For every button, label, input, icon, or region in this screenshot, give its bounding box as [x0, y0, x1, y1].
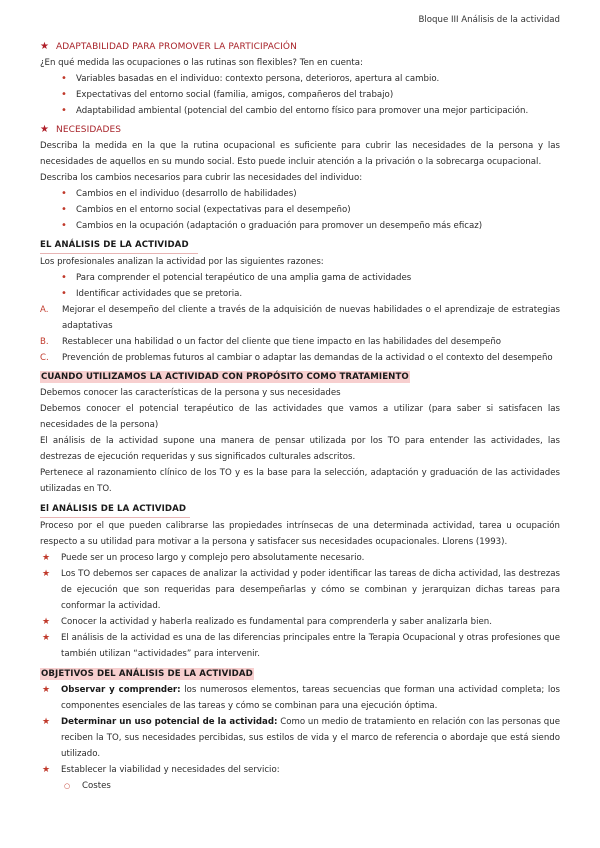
document-page: [40, 0, 560, 794]
list-item: A. Mejorar el desempeño del cliente a través de la adquisición de nuevas habilidades o el aprendizaje de estrategias adaptativas: [40, 305, 560, 331]
objetivos-list: [40, 682, 560, 778]
tratamiento-paragraph: Debemos conocer el potencial terapéutico de las actividades que vamos a utilizar (para saber si satisfacen las necesidades de la persona): [40, 404, 560, 430]
list-item: • Identificar actividades que se pretoria.: [40, 286, 560, 302]
necesidades-intro: Describa los cambios necesarios para cubrir las necesidades del individuo:: [40, 173, 363, 183]
analisis2-paragraph: Proceso por el que pueden calibrarse las propiedades intrínsecas de una determinada actividad, tarea u ocupación respecto a su utilidad para motivar a la persona y satisfacer sus necesidades ocupacionales. Llorens (1993).: [40, 521, 560, 547]
list-item: • Cambios en la ocupación (adaptación o graduación para promover un desempeño más eficaz): [40, 218, 560, 234]
bullet-icon: •: [61, 105, 67, 116]
analisis-alpha-list: [40, 302, 560, 366]
bullet-icon: •: [61, 89, 67, 100]
bullet-icon: •: [61, 288, 67, 299]
star-icon: ★: [42, 553, 51, 563]
list-item: ★ Establecer la viabilidad y necesidades del servicio:: [40, 762, 560, 778]
star-icon: ★: [40, 124, 49, 135]
list-item: C. Prevención de problemas futuros al cambiar o adaptar las demandas de la actividad o el contexto del desempeño: [40, 353, 553, 363]
analisis2-heading: El ANÁLISIS DE LA ACTIVIDAD: [40, 501, 190, 518]
bullet-icon: •: [61, 73, 67, 84]
analisis-dot-list: [40, 270, 560, 302]
bullet-icon: •: [61, 272, 67, 283]
page-header: Bloque III Análisis de la actividad: [418, 15, 560, 25]
list-item: ★ Observar y comprender: los numerosos elementos, tareas secuencias que forman una actividad completa; los componentes esenciales de las tareas y cómo se combinan para una ejecución óptima.: [40, 682, 560, 714]
tratamiento-paragraph: Pertenece al razonamiento clínico de los TO y es la base para la selección, adaptación y graduación de las actividades utilizadas en TO.: [40, 468, 560, 494]
analisis-heading: EL ANÁLISIS DE LA ACTIVIDAD: [40, 237, 198, 254]
necesidades-list: [40, 186, 560, 234]
list-item: • Para comprender el potencial terapéutico de una amplia gama de actividades: [40, 270, 560, 286]
bullet-icon: •: [61, 220, 67, 231]
tratamiento-paragraph: Debemos conocer las características de la persona y sus necesidades: [40, 388, 341, 398]
list-item: ★ Puede ser un proceso largo y complejo pero absolutamente necesario.: [40, 550, 560, 566]
analisis-intro: Los profesionales analizan la actividad por las siguientes razones:: [40, 257, 324, 267]
star-icon: ★: [42, 633, 51, 643]
list-item: • Adaptabilidad ambiental (potencial del cambio del entorno físico para promover una mejor participación.: [40, 103, 560, 119]
list-item: ★ Determinar un uso potencial de la actividad: Como un medio de tratamiento en relación con las personas que reciben la TO, sus necesidades percibidas, sus estilos de vida y el marco de referencia o abordaje que está siendo utilizado.: [40, 714, 560, 762]
bullet-icon: •: [61, 188, 67, 199]
star-icon: ★: [42, 717, 51, 727]
list-item: ★ Conocer la actividad y haberla realizado es fundamental para comprenderla y saber analizarla bien.: [40, 614, 560, 630]
list-item: B. Restablecer una habilidad o un factor del cliente que tiene impacto en las habilidades del desempeño: [40, 337, 502, 347]
star-icon: ★: [40, 41, 49, 52]
list-item: • Variables basadas en el individuo: contexto persona, deterioros, apertura al cambio.: [40, 71, 560, 87]
list-item: ★ Los TO debemos ser capaces de analizar la actividad y poder identificar las tareas de dicha actividad, las destrezas de ejecución que son requeridas para desempeñarlas y cómo se combinan y jerarquizan dichas tareas para conformar la actividad.: [40, 566, 560, 614]
necesidades-heading: ★ NECESIDADES: [40, 122, 560, 138]
star-icon: ★: [42, 617, 51, 627]
star-icon: ★: [42, 685, 51, 695]
objetivos-heading: OBJETIVOS DEL ANÁLISIS DE LA ACTIVIDAD: [41, 669, 253, 679]
star-icon: ★: [42, 765, 51, 775]
tratamiento-heading: CUANDO UTILIZAMOS LA ACTIVIDAD CON PROPÓSITO COMO TRATAMIENTO: [41, 372, 409, 382]
adaptabilidad-list: [40, 71, 560, 119]
analisis2-list: [40, 550, 560, 662]
tratamiento-paragraph: El análisis de la actividad supone una manera de pensar utilizada por los TO para entender las actividades, las destrezas de ejecución requeridas y sus significados culturales adscritos.: [40, 436, 560, 462]
list-item: • Cambios en el individuo (desarrollo de habilidades): [40, 186, 560, 202]
list-item: ○ Costes: [40, 778, 560, 794]
adaptabilidad-intro: ¿En qué medida las ocupaciones o las rutinas son flexibles? Ten en cuenta:: [40, 58, 363, 68]
list-item: ★ El análisis de la actividad es una de las diferencias principales entre la Terapia Ocupacional y otras profesiones que también utilizan “actividades” para intervenir.: [40, 630, 560, 662]
list-item: • Expectativas del entorno social (familia, amigos, compañeros del trabajo): [40, 87, 560, 103]
adaptabilidad-heading: ★ ADAPTABILIDAD PARA PROMOVER LA PARTICIPACIÓN: [40, 39, 560, 55]
list-item: • Cambios en el entorno social (expectativas para el desempeño): [40, 202, 560, 218]
bullet-icon: •: [61, 204, 67, 215]
circle-bullet-icon: ○: [64, 782, 71, 790]
objetivos-sub-list: [40, 778, 560, 794]
star-icon: ★: [42, 569, 51, 579]
necesidades-paragraph: Describa la medida en la que la rutina ocupacional es suficiente para cubrir las necesidades de la persona y las necesidades de aquellos en su mundo social. Esto puede incluir atención a la privación o la sobrecarga ocupacional.: [40, 141, 560, 167]
